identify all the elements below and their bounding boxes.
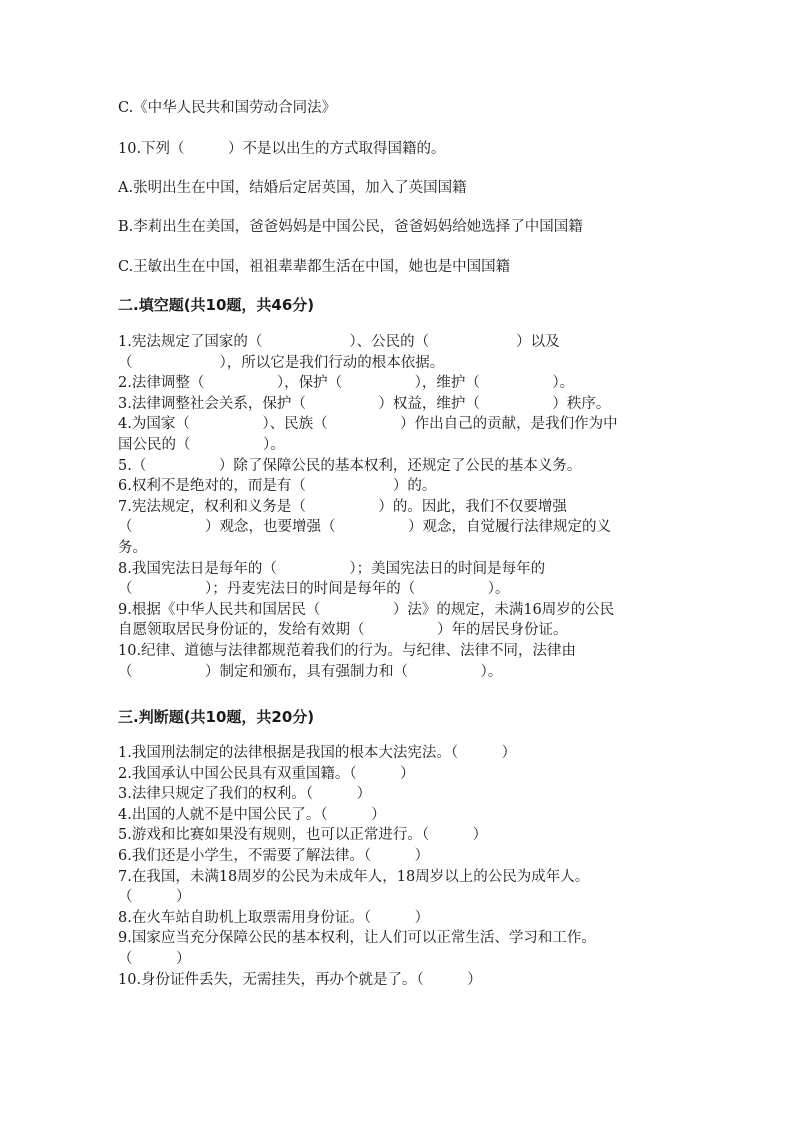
question-10-option-b: B.李莉出生在美国，爸爸妈妈是中国公民，爸爸妈妈给她选择了中国国籍 — [118, 219, 583, 235]
list-line: 3.法律调整社会关系，保护（ ）权益，维护（ ）秩序。 — [118, 395, 611, 412]
question-10-option-c: C.王敏出生在中国，祖祖辈辈都生活在中国，她也是中国国籍 — [118, 259, 511, 275]
list-line: （ ）；丹麦宪法日的时间是每年的（ ）。 — [118, 581, 510, 598]
true-false-list — [118, 743, 678, 990]
list-line: （ ） — [118, 950, 191, 967]
option-c-previous-question: C.《中华人民共和国劳动合同法》 — [118, 100, 337, 116]
section-3-heading: 三.判断题(共10题，共20分) — [118, 708, 315, 726]
list-line: 3.法律只规定了我们的权利。（ ） — [118, 786, 372, 803]
list-line: （ ） — [118, 889, 191, 906]
list-line: 1.宪法规定了国家的（ ）、公民的（ ）以及 — [118, 334, 560, 350]
list-line: 8.在火车站自助机上取票需用身份证。（ ） — [118, 909, 430, 926]
list-line: 7.宪法规定，权利和义务是（ ）的。因此，我们不仅要增强 — [118, 498, 567, 515]
question-10-stem: 10.下列（ ）不是以出生的方式取得国籍的。 — [118, 141, 446, 157]
list-line: （ ）制定和颁布，具有强制力和（ ）。 — [118, 663, 503, 680]
list-line: 自愿领取居民身份证的，发给有效期（ ）年的居民身份证。 — [118, 622, 568, 639]
list-line: 4.出国的人就不是中国公民了。（ ） — [118, 806, 386, 823]
list-line: 5.（ ）除了保障公民的基本权利，还规定了公民的基本义务。 — [118, 457, 582, 474]
list-line: 5.游戏和比赛如果没有规则，也可以正常进行。（ ） — [118, 827, 488, 844]
list-line: 国公民的（ ）。 — [118, 436, 285, 453]
list-line: 10.身份证件丢失，无需挂失，再办个就是了。（ ） — [118, 971, 482, 988]
list-line: 10.纪律、道德与法律都规范着我们的行为。与纪律、法律不同，法律由 — [118, 642, 577, 659]
list-line: 2.我国承认中国公民具有双重国籍。（ ） — [118, 765, 415, 782]
list-line: 务。 — [118, 539, 147, 556]
list-line: 4.为国家（ ）、民族（ ）作出自己的贡献，是我们作为中 — [118, 416, 618, 433]
list-line: 6.我们还是小学生，不需要了解法律。（ ） — [118, 847, 430, 864]
list-line: （ ），所以它是我们行动的根本依据。 — [118, 354, 445, 371]
list-line: 1.我国刑法制定的法律根据是我国的根本大法宪法。（ ） — [118, 745, 517, 761]
fill-in-blank-list — [118, 332, 678, 682]
list-line: 6.权利不是绝对的，而是有（ ）的。 — [118, 478, 437, 495]
section-2-heading: 二.填空题(共10题，共46分) — [118, 296, 315, 314]
list-line: 7.在我国，未满18周岁的公民为未成年人，18周岁以上的公民为成年人。 — [118, 868, 590, 885]
list-line: 8.我国宪法日是每年的（ ）；美国宪法日的时间是每年的 — [118, 560, 546, 577]
question-10-option-a: A.张明出生在中国，结婚后定居英国，加入了英国国籍 — [118, 180, 467, 196]
list-line: （ ）观念，也要增强（ ）观念，自觉履行法律规定的义 — [118, 519, 611, 536]
list-line: 9.根据《中华人民共和国居民（ ）法》的规定，未满16周岁的公民 — [118, 601, 615, 618]
list-line: 9.国家应当充分保障公民的基本权利，让人们可以正常生活、学习和工作。 — [118, 930, 596, 947]
list-line: 2.法律调整（ ），保护（ ），维护（ ）。 — [118, 375, 575, 392]
